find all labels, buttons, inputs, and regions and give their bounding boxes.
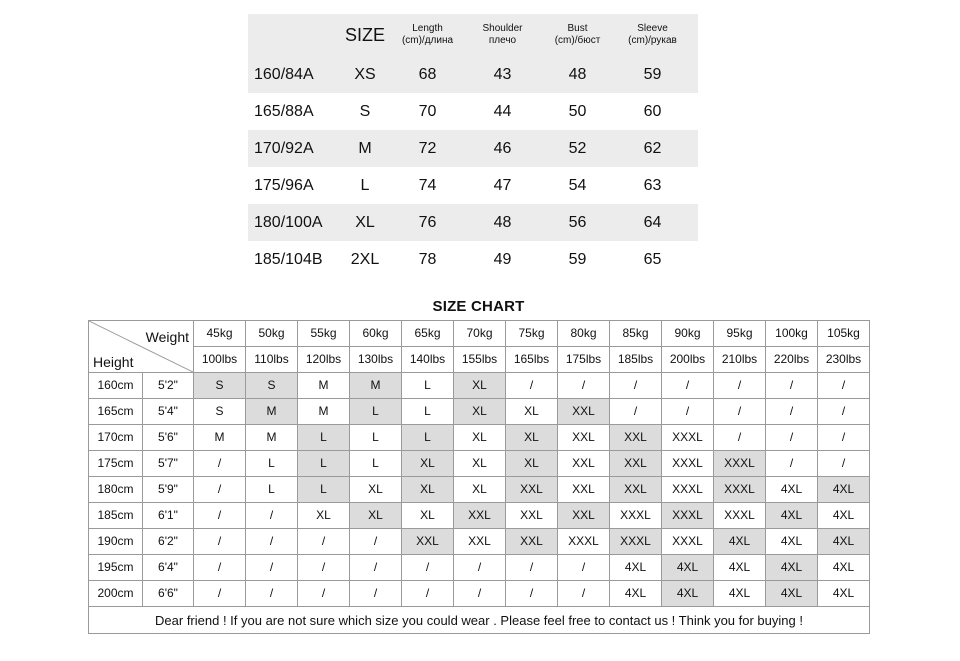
size-cell: / xyxy=(194,581,246,607)
size-cell: / xyxy=(506,555,558,581)
size-cell: / xyxy=(402,581,454,607)
size-cell: / xyxy=(194,451,246,477)
measurement-cell-sleeve: 60 xyxy=(643,102,662,120)
weight-lbs-header: 185lbs xyxy=(610,347,662,373)
weight-kg-header: 45kg xyxy=(194,321,246,347)
measurement-cell-length: 70 xyxy=(418,102,437,120)
weight-lbs-header: 230lbs xyxy=(818,347,870,373)
height-cm: 190cm xyxy=(89,529,143,555)
weight-kg-header: 85kg xyxy=(610,321,662,347)
header-shoulder xyxy=(465,23,540,47)
size-cell: / xyxy=(402,555,454,581)
size-cell: / xyxy=(506,581,558,607)
size-cell: / xyxy=(558,373,610,399)
size-cell: XL xyxy=(454,373,506,399)
measurement-cell-shoulder: 43 xyxy=(493,65,512,83)
size-cell: XXXL xyxy=(714,477,766,503)
size-cell: / xyxy=(662,373,714,399)
size-cell: / xyxy=(610,399,662,425)
size-cell: / xyxy=(350,581,402,607)
size-cell: / xyxy=(298,581,350,607)
size-cell: / xyxy=(246,581,298,607)
header-shoulder-line1: Shoulder xyxy=(482,23,523,34)
measurement-cell-body-size: 175/96A xyxy=(254,176,314,194)
weight-lbs-header: 110lbs xyxy=(246,347,298,373)
header-bust xyxy=(540,23,615,47)
chart-row xyxy=(89,581,870,607)
size-cell: XXL xyxy=(558,399,610,425)
weight-kg-header: 55kg xyxy=(298,321,350,347)
height-label: Height xyxy=(93,354,134,370)
weight-lbs-header: 200lbs xyxy=(662,347,714,373)
size-cell: XXXL xyxy=(714,451,766,477)
size-cell: / xyxy=(714,425,766,451)
size-cell: / xyxy=(194,477,246,503)
size-cell: 4XL xyxy=(818,477,870,503)
size-cell: M xyxy=(246,399,298,425)
measurement-cell-shoulder: 49 xyxy=(493,250,512,268)
height-ft: 5'9" xyxy=(143,477,194,503)
size-cell: / xyxy=(298,529,350,555)
size-cell: 4XL xyxy=(610,581,662,607)
measurement-cell-shoulder: 48 xyxy=(493,213,512,231)
size-cell: XL xyxy=(402,503,454,529)
weight-kg-header: 95kg xyxy=(714,321,766,347)
size-cell: XXXL xyxy=(662,503,714,529)
size-cell: XXL xyxy=(558,425,610,451)
size-cell: 4XL xyxy=(818,529,870,555)
size-cell: 4XL xyxy=(766,529,818,555)
chart-row xyxy=(89,529,870,555)
size-cell: M xyxy=(298,399,350,425)
measurement-cell-size: XL xyxy=(355,213,375,231)
chart-row xyxy=(89,399,870,425)
size-cell: / xyxy=(610,373,662,399)
size-cell: / xyxy=(818,399,870,425)
weight-kg-header: 105kg xyxy=(818,321,870,347)
size-cell: XL xyxy=(506,399,558,425)
height-ft: 5'4" xyxy=(143,399,194,425)
size-cell: / xyxy=(194,529,246,555)
measurement-cell-sleeve: 64 xyxy=(643,213,662,231)
size-cell: / xyxy=(766,399,818,425)
measurement-cell-shoulder: 47 xyxy=(493,176,512,194)
measurement-cell-bust: 48 xyxy=(568,65,587,83)
height-cm: 200cm xyxy=(89,581,143,607)
size-cell: L xyxy=(298,451,350,477)
measurement-header-row xyxy=(248,14,698,56)
size-chart-title: SIZE CHART xyxy=(432,298,525,315)
size-cell: L xyxy=(350,425,402,451)
weight-lbs-header: 210lbs xyxy=(714,347,766,373)
weight-lbs-header: 155lbs xyxy=(454,347,506,373)
size-cell: / xyxy=(766,425,818,451)
size-cell: / xyxy=(714,373,766,399)
height-ft: 6'2" xyxy=(143,529,194,555)
chart-row xyxy=(89,477,870,503)
size-cell: / xyxy=(298,555,350,581)
size-cell: XXL xyxy=(454,503,506,529)
size-cell: XXXL xyxy=(662,451,714,477)
measurement-cell-body-size: 165/88A xyxy=(254,102,314,120)
weight-lbs-header: 165lbs xyxy=(506,347,558,373)
chart-row xyxy=(89,451,870,477)
size-cell: / xyxy=(662,399,714,425)
size-cell: 4XL xyxy=(662,581,714,607)
size-cell: 4XL xyxy=(818,555,870,581)
header-bust-line1: Bust xyxy=(567,23,588,34)
measurement-cell-sleeve: 63 xyxy=(643,176,662,194)
height-ft: 5'7" xyxy=(143,451,194,477)
size-cell: M xyxy=(350,373,402,399)
size-cell: 4XL xyxy=(610,555,662,581)
size-cell: 4XL xyxy=(766,581,818,607)
size-cell: / xyxy=(714,399,766,425)
weight-kg-header: 75kg xyxy=(506,321,558,347)
weight-kg-header: 90kg xyxy=(662,321,714,347)
weight-lbs-header: 175lbs xyxy=(558,347,610,373)
measurement-row xyxy=(248,130,698,167)
size-cell: L xyxy=(402,425,454,451)
measurement-cell-size: S xyxy=(359,102,371,120)
size-cell: XXL xyxy=(454,529,506,555)
measurement-cell-length: 72 xyxy=(418,139,437,157)
measurement-cell-length: 76 xyxy=(418,213,437,231)
size-cell: 4XL xyxy=(818,503,870,529)
size-cell: XXXL xyxy=(662,425,714,451)
measurement-cell-bust: 59 xyxy=(568,250,587,268)
size-cell: / xyxy=(558,555,610,581)
header-size: SIZE xyxy=(344,24,385,45)
chart-note-row xyxy=(89,607,870,634)
size-cell: / xyxy=(350,529,402,555)
chart-header-kg-row xyxy=(89,321,870,347)
measurement-row xyxy=(248,204,698,241)
weight-kg-header: 80kg xyxy=(558,321,610,347)
size-cell: L xyxy=(402,399,454,425)
size-cell: L xyxy=(246,451,298,477)
measurement-cell-size: XS xyxy=(354,65,376,83)
size-cell: XXL xyxy=(610,425,662,451)
chart-note: Dear friend ! If you are not sure which size you could wear . Please feel free to contact us ! Think you for buying ! xyxy=(89,607,870,634)
size-cell: XL xyxy=(506,451,558,477)
height-cm: 160cm xyxy=(89,373,143,399)
size-cell: XL xyxy=(402,451,454,477)
size-cell: / xyxy=(194,503,246,529)
measurement-cell-bust: 56 xyxy=(568,213,587,231)
measurement-row xyxy=(248,56,698,93)
measurement-cell-shoulder: 46 xyxy=(493,139,512,157)
height-cm: 180cm xyxy=(89,477,143,503)
chart-row xyxy=(89,503,870,529)
height-ft: 6'6" xyxy=(143,581,194,607)
size-cell: XL xyxy=(454,425,506,451)
size-cell: XXL xyxy=(402,529,454,555)
size-cell: M xyxy=(194,425,246,451)
chart-header-lbs-row xyxy=(89,347,870,373)
chart-corner-cell xyxy=(89,321,194,373)
size-cell: XL xyxy=(454,477,506,503)
measurement-body xyxy=(248,56,698,278)
size-cell: 4XL xyxy=(766,555,818,581)
measurement-row xyxy=(248,167,698,204)
size-cell: XXXL xyxy=(662,477,714,503)
header-bust-line2: (cm)/бюст xyxy=(554,35,601,46)
size-cell: XL xyxy=(454,451,506,477)
size-cell: / xyxy=(246,529,298,555)
measurement-cell-body-size: 160/84A xyxy=(254,65,314,83)
size-chart-body xyxy=(89,321,870,634)
size-cell: L xyxy=(350,399,402,425)
height-cm: 170cm xyxy=(89,425,143,451)
weight-label: Weight xyxy=(145,329,189,345)
size-cell: XL xyxy=(454,399,506,425)
size-cell: XL xyxy=(350,503,402,529)
size-cell: 4XL xyxy=(818,581,870,607)
size-cell: XXL xyxy=(610,477,662,503)
size-cell: XXL xyxy=(558,477,610,503)
height-ft: 5'2" xyxy=(143,373,194,399)
size-cell: 4XL xyxy=(714,529,766,555)
header-sleeve-line1: Sleeve xyxy=(637,23,668,34)
size-cell: XXL xyxy=(506,477,558,503)
size-cell: S xyxy=(194,373,246,399)
measurement-cell-body-size: 185/104B xyxy=(254,250,323,268)
size-cell: / xyxy=(246,503,298,529)
measurement-cell-length: 78 xyxy=(418,250,437,268)
weight-lbs-header: 130lbs xyxy=(350,347,402,373)
measurement-cell-bust: 50 xyxy=(568,102,587,120)
size-cell: / xyxy=(506,373,558,399)
size-cell: / xyxy=(558,581,610,607)
weight-kg-header: 50kg xyxy=(246,321,298,347)
size-cell: XL xyxy=(350,477,402,503)
size-chart-table xyxy=(88,320,870,634)
size-cell: L xyxy=(298,477,350,503)
size-cell: XXXL xyxy=(558,529,610,555)
size-cell: 4XL xyxy=(766,477,818,503)
size-cell: XL xyxy=(298,503,350,529)
measurement-cell-body-size: 180/100A xyxy=(254,213,323,231)
weight-kg-header: 100kg xyxy=(766,321,818,347)
height-ft: 5'6" xyxy=(143,425,194,451)
height-cm: 185cm xyxy=(89,503,143,529)
measurement-row xyxy=(248,93,698,130)
chart-row xyxy=(89,373,870,399)
size-cell: L xyxy=(298,425,350,451)
size-cell: S xyxy=(246,373,298,399)
weight-lbs-header: 120lbs xyxy=(298,347,350,373)
size-cell: XXL xyxy=(506,529,558,555)
weight-lbs-header: 220lbs xyxy=(766,347,818,373)
header-shoulder-line2: плечо xyxy=(488,35,517,46)
size-cell: XL xyxy=(506,425,558,451)
size-cell: L xyxy=(402,373,454,399)
measurement-cell-length: 74 xyxy=(418,176,437,194)
weight-kg-header: 65kg xyxy=(402,321,454,347)
chart-row xyxy=(89,425,870,451)
size-cell: XXXL xyxy=(610,529,662,555)
measurement-cell-size: L xyxy=(360,176,370,194)
size-cell: M xyxy=(298,373,350,399)
measurement-cell-length: 68 xyxy=(418,65,437,83)
weight-kg-header: 60kg xyxy=(350,321,402,347)
measurement-cell-sleeve: 59 xyxy=(643,65,662,83)
size-cell: XXL xyxy=(506,503,558,529)
size-cell: M xyxy=(246,425,298,451)
size-cell: / xyxy=(818,373,870,399)
size-cell: L xyxy=(246,477,298,503)
size-cell: XL xyxy=(402,477,454,503)
weight-kg-header: 70kg xyxy=(454,321,506,347)
weight-lbs-header: 100lbs xyxy=(194,347,246,373)
size-cell: S xyxy=(194,399,246,425)
size-cell: / xyxy=(818,451,870,477)
size-cell: / xyxy=(766,373,818,399)
size-cell: / xyxy=(246,555,298,581)
measurement-cell-shoulder: 44 xyxy=(493,102,512,120)
measurement-cell-bust: 52 xyxy=(568,139,587,157)
height-cm: 165cm xyxy=(89,399,143,425)
weight-lbs-header: 140lbs xyxy=(402,347,454,373)
size-cell: / xyxy=(454,581,506,607)
header-sleeve-line2: (cm)/рукав xyxy=(628,35,677,46)
size-cell: XXXL xyxy=(714,503,766,529)
measurement-cell-sleeve: 65 xyxy=(643,250,662,268)
measurement-cell-size: M xyxy=(358,139,372,157)
size-cell: 4XL xyxy=(766,503,818,529)
measurement-cell-sleeve: 62 xyxy=(643,139,662,157)
size-cell: 4XL xyxy=(714,555,766,581)
size-cell: L xyxy=(350,451,402,477)
height-ft: 6'1" xyxy=(143,503,194,529)
size-cell: XXXL xyxy=(662,529,714,555)
header-sleeve xyxy=(615,23,690,47)
size-cell: XXL xyxy=(558,503,610,529)
size-cell: / xyxy=(454,555,506,581)
size-cell: XXL xyxy=(558,451,610,477)
height-ft: 6'4" xyxy=(143,555,194,581)
size-cell: / xyxy=(350,555,402,581)
measurement-cell-body-size: 170/92A xyxy=(254,139,314,157)
header-length xyxy=(390,23,465,47)
size-cell: XXXL xyxy=(610,503,662,529)
size-cell: / xyxy=(194,555,246,581)
measurement-table xyxy=(248,14,698,278)
measurement-row xyxy=(248,241,698,278)
height-cm: 175cm xyxy=(89,451,143,477)
size-cell: / xyxy=(766,451,818,477)
size-cell: XXL xyxy=(610,451,662,477)
measurement-cell-bust: 54 xyxy=(568,176,587,194)
size-cell: / xyxy=(818,425,870,451)
chart-row xyxy=(89,555,870,581)
height-cm: 195cm xyxy=(89,555,143,581)
header-length-line1: Length xyxy=(412,23,443,34)
size-cell: 4XL xyxy=(662,555,714,581)
header-length-line2: (cm)/длина xyxy=(401,35,454,46)
measurement-cell-size: 2XL xyxy=(350,250,380,268)
size-cell: 4XL xyxy=(714,581,766,607)
